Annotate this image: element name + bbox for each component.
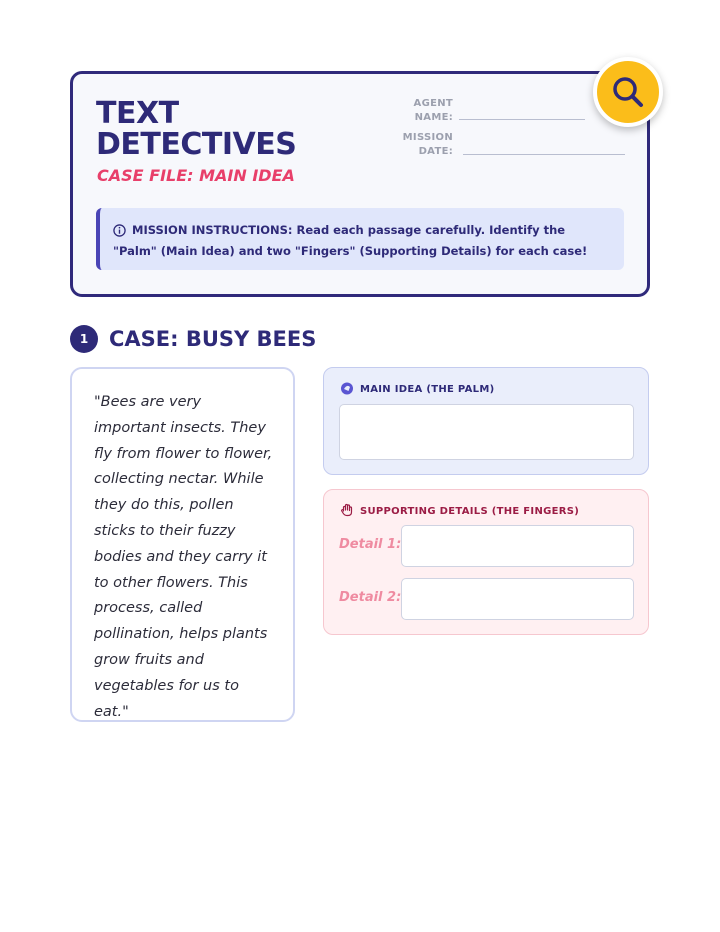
case-title: CASE: BUSY BEES (109, 327, 317, 351)
passage-card (70, 367, 295, 722)
passage-text: "Bees are very important insects. They fly from flower to flower, collecting nectar. While they do this, pollen sticks to their fuzzy bodies and they carry it to other flowers. This process, called pollination, helps plants grow fruits and vegetables for us to eat." (94, 394, 273, 720)
agent-name-input-line[interactable] (459, 119, 585, 120)
magnifying-glass-icon (593, 57, 663, 127)
case-number-badge: 1 (70, 325, 98, 353)
detail-1-answer-field[interactable] (401, 525, 634, 567)
hand-fingers-icon (340, 503, 354, 520)
mission-instructions (96, 208, 624, 270)
mission-date-input-line[interactable] (463, 154, 625, 155)
title-line-1: TEXT (96, 96, 179, 131)
palm-hand-icon (340, 381, 354, 398)
main-idea-box (323, 367, 649, 475)
detail-2-label: Detail 2: (339, 590, 402, 605)
supporting-details-box (323, 489, 649, 635)
instructions-text: MISSION INSTRUCTIONS: Read each passage carefully. Identify the "Palm" (Main Idea) and two "Fingers" (Supporting Details) for each case! (113, 223, 588, 258)
main-idea-answer-field[interactable] (339, 404, 634, 460)
agent-name-label: AGENT NAME: (413, 98, 453, 123)
main-idea-label: MAIN IDEA (THE PALM) (340, 381, 494, 398)
case-file-subtitle: CASE FILE: MAIN IDEA (97, 166, 295, 185)
mission-date-label: MISSION DATE: (402, 132, 453, 157)
worksheet-title (96, 98, 296, 160)
supporting-details-label: SUPPORTING DETAILS (THE FINGERS) (340, 503, 579, 520)
detail-2-answer-field[interactable] (401, 578, 634, 620)
header-card (70, 71, 650, 297)
info-icon (113, 224, 126, 242)
title-line-2: DETECTIVES (96, 127, 297, 162)
detail-1-label: Detail 1: (339, 537, 402, 552)
